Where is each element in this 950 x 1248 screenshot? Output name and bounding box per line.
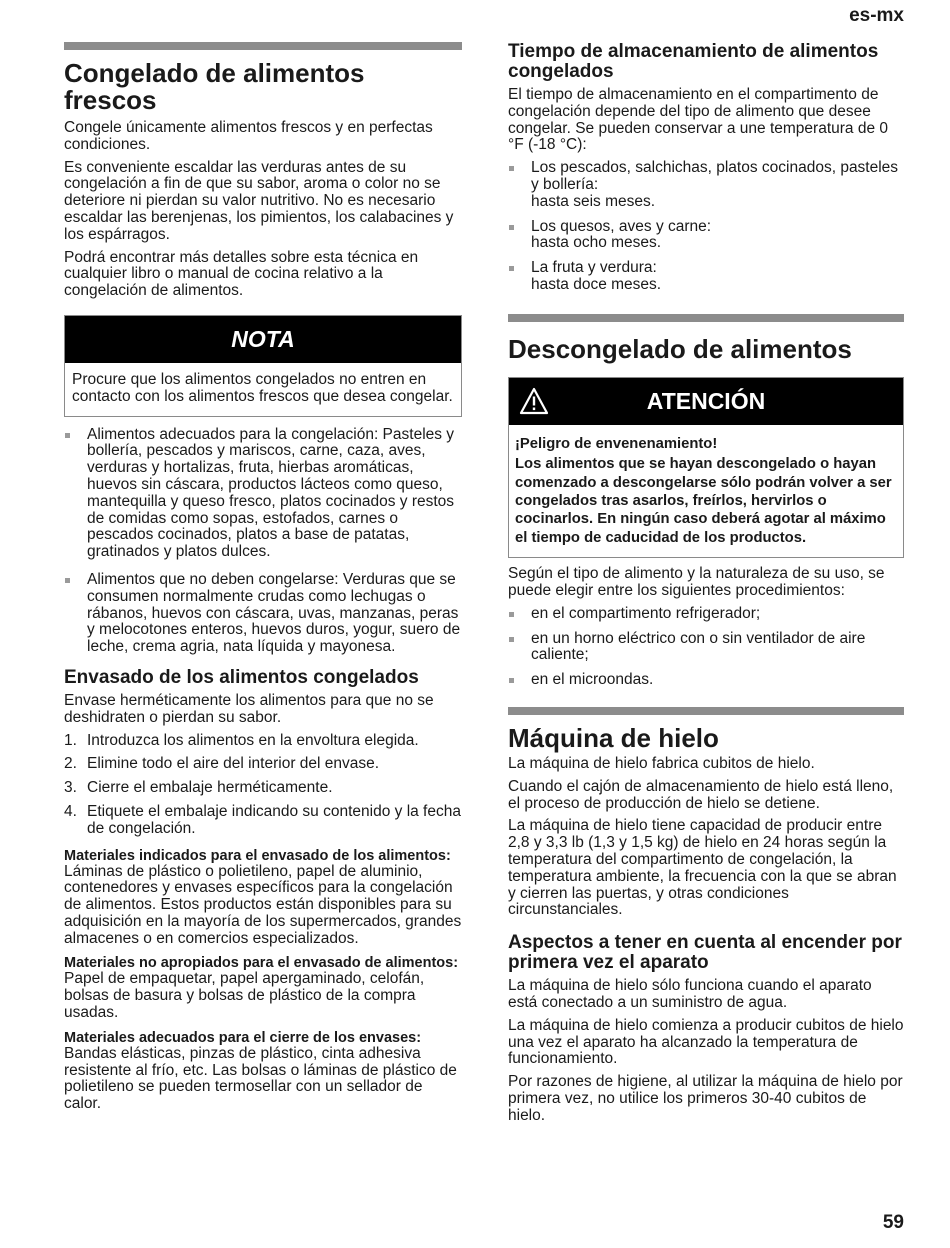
warning-header (509, 378, 903, 425)
note-header (65, 316, 461, 363)
paragraph: El tiempo de almacenamiento en el compartimento de congelación depende del tipo de alimento que desee congelar. Se pueden conservar a une temperatura de 0 °F (-18 °C): (508, 86, 889, 154)
paragraph: Envase herméticamente los alimentos para que no se deshidraten o pierdan su sabor. (64, 691, 434, 726)
suitable-materials-title: Materiales indicados para el envasado de los alimentos: (64, 847, 451, 864)
thaw-bullet-list (508, 606, 904, 689)
section-title-thawing: Descongelado de alimentos (508, 333, 852, 364)
language-code: es-mx (849, 5, 904, 26)
paragraph: La máquina de hielo comienza a producir cubitos de hielo una vez el aparato ha alcanzado la temperatura de funcionamiento. (508, 1016, 904, 1068)
paragraph: Congele únicamente alimentos frescos y en perfectas condiciones. (64, 119, 433, 153)
paragraph: Por razones de higiene, al utilizar la máquina de hielo por primera vez, no utilice los primeros 30-40 cubitos de hielo. (508, 1073, 903, 1124)
subsection-title-first-use: Aspectos a tener en cuenta al encender por primera vez el aparato (508, 932, 902, 974)
list-item: en el microondas. (508, 672, 904, 689)
warning-box (508, 377, 904, 558)
warning-title: ATENCIÓN (646, 387, 766, 414)
note-title: NOTA (231, 325, 295, 352)
storage-food: La fruta y verdura: (531, 259, 657, 277)
page-number: 59 (882, 1212, 904, 1233)
section-title-freezing: Congelado de alimentos frescos (64, 58, 365, 115)
unsuitable-materials-title: Materiales no apropiados para el envasado de alimentos: (64, 955, 459, 972)
section-rule (508, 707, 904, 715)
storage-duration: hasta ocho meses. (531, 234, 662, 252)
step-text: Introduzca los alimentos en la envoltura elegida. (87, 731, 419, 749)
subsection-title-storage: Tiempo de almacenamiento de alimentos congelados (508, 41, 879, 82)
section-rule (508, 314, 904, 322)
paragraph: La máquina de hielo fabrica cubitos de hielo. (508, 754, 815, 772)
left-column (64, 42, 462, 1119)
paragraph: Láminas de plástico o polietileno, papel de aluminio, contenedores y envases específicos para la congelación de alimentos. Estos productos están disponibles para su adquisición en la mayoría de los supermercados, grandes almacenes o en comercios especializados. (64, 862, 462, 947)
paragraph: Cuando el cajón de almacenamiento de hielo está lleno, el proceso de producción de hielo se detiene. (508, 777, 894, 812)
paragraph: Papel de empaquetar, papel apergaminado, celofán, bolsas de basura y bolsas de plástico de la compra usadas. (64, 970, 425, 1022)
step-item (64, 756, 462, 773)
note-body (65, 363, 461, 416)
storage-bullet-list (508, 160, 904, 294)
note-text: Procure que los alimentos congelados no entren en contacto con los alimentos frescos que desea congelar. (72, 370, 453, 405)
step-text: Etiquete el embalaje indicando su contenido y la fecha de congelación. (87, 802, 461, 837)
list-item (508, 260, 904, 294)
paragraph: Bandas elásticas, pinzas de plástico, cinta adhesiva resistente al frío, etc. Las bolsas o láminas de plástico de polietileno se pueden termosellar con un sellador de calor. (64, 1044, 457, 1113)
storage-food: Los quesos, aves y carne: (531, 217, 712, 235)
paragraph: Podrá encontrar más detalles sobre esta técnica en cualquier libro o manual de cocina relativo a la congelación de alimentos. (64, 248, 419, 300)
step-text: Elimine todo el aire del interior del envase. (87, 755, 380, 773)
section-rule (64, 42, 462, 50)
note-box (64, 315, 462, 417)
list-item (508, 160, 904, 210)
step-number: 3. (64, 779, 77, 797)
list-item: en un horno eléctrico con o sin ventilador de aire caliente; (508, 631, 904, 665)
step-item (64, 733, 462, 750)
list-item: en el compartimento refrigerador; (508, 606, 904, 623)
warning-text: Los alimentos que se hayan descongelado o hayan comenzado a descongelarse sólo podrán volver a ser congelados tras asarlos, freírlos, hervirlos o cocinarlos. En ningún caso deberá agotar al máximo el tiempo de caducidad de los productos. (515, 456, 892, 546)
step-number: 4. (64, 802, 77, 820)
warning-triangle-icon (519, 387, 549, 415)
step-item (64, 780, 462, 797)
paragraph: Es conveniente escaldar las verduras antes de su congelación a fin de que su sabor, aroma o color no se deteriore ni pierdan su valor nutritivo. No es necesario escaldar las berenjenas, los pimientos, los calabacines y los espárragos. (64, 158, 454, 243)
section-title-ice-maker: Máquina de hielo (508, 722, 719, 753)
list-item: Alimentos que no deben congelarse: Verduras que se consumen normalmente crudas como lechugas o rábanos, huevos con cáscara, uvas, manzanas, peras y melocotones enteros, huevos duros, yogur, suero de leche, crema agria, nata líquida y mayonesa. (64, 572, 462, 656)
list-item: Alimentos adecuados para la congelación: Pasteles y bollería, pescados y mariscos, carne, caza, aves, verduras y hortalizas, fruta, hierbas aromáticas, huevos sin cáscara, productos lácteos como queso, mantequilla y queso fresco, platos cocinados y restos de comidas como sopas, estofados, carnes o pescados cocinados, platos a base de patatas, gratinados y platos dulces. (64, 427, 462, 561)
warning-body (509, 425, 903, 557)
paragraph: La máquina de hielo sólo funciona cuando el aparato está conectado a un suministro de agua. (508, 977, 872, 1011)
step-number: 1. (64, 731, 77, 749)
storage-food: Los pescados, salchichas, platos cocinados, pasteles y bollería: (531, 159, 899, 193)
subsection-title-packaging: Envasado de los alimentos congelados (64, 666, 419, 688)
paragraph: La máquina de hielo tiene capacidad de producir entre 2,8 y 3,3 lb (1,3 y 1,5 kg) de hielo en 24 horas según la temperatura del compartimento de congelación, la temperatura ambiente, la frecuencia con la que se abran y cierren las puertas, y otras condiciones circunstanciales. (508, 817, 897, 919)
list-item (508, 219, 904, 253)
right-column (508, 42, 904, 1131)
warning-line: ¡Peligro de envenenamiento! (515, 435, 718, 452)
packaging-steps (64, 733, 462, 838)
step-text: Cierre el embalaje herméticamente. (87, 779, 333, 797)
food-bullet-list (64, 427, 462, 656)
paragraph: Según el tipo de alimento y la naturaleza de su uso, se puede elegir entre los siguientes procedimientos: (508, 565, 885, 599)
step-number: 2. (64, 755, 77, 773)
step-item (64, 804, 462, 838)
storage-duration: hasta seis meses. (531, 192, 656, 210)
closure-materials-title: Materiales adecuados para el cierre de los envases: (64, 1029, 422, 1046)
storage-duration: hasta doce meses. (531, 275, 662, 293)
